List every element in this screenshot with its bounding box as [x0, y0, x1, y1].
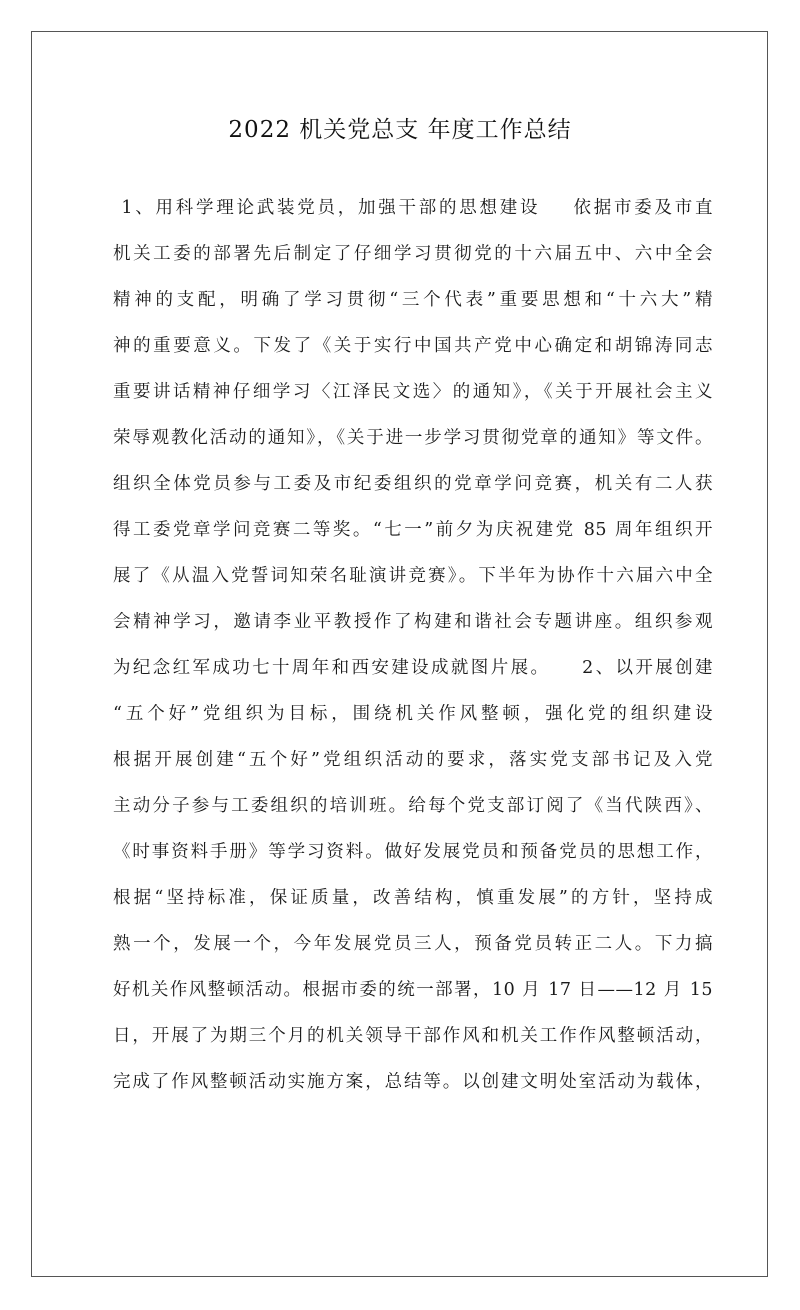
body-line: 机关工委的部署先后制定了仔细学习贯彻党的十六届五中、六中全会	[113, 244, 713, 264]
body-line: 精神的支配，明确了学习贯彻“三个代表”重要思想和“十六大”精	[113, 290, 713, 310]
body-line: 1、用科学理论武装党员，加强干部的思想建设 依据市委及市直	[113, 198, 713, 218]
body-line: 重要讲话精神仔细学习〈江泽民文选〉的通知》，《关于开展社会主义	[113, 382, 713, 402]
body-line: 组织全体党员参与工委及市纪委组织的党章学问竞赛，机关有二人获	[113, 474, 713, 494]
document-title: 2022 机关党总支 年度工作总结	[228, 117, 572, 143]
body-line: 《时事资料手册》等学习资料。做好发展党员和预备党员的思想工作，	[113, 842, 713, 862]
body-line: 日，开展了为期三个月的机关领导干部作风和机关工作作风整顿活动，	[113, 1026, 713, 1046]
body-line: 荣辱观教化活动的通知》，《关于进一步学习贯彻党章的通知》等文件。	[113, 428, 713, 448]
document-body	[113, 185, 713, 1105]
body-line: 会精神学习，邀请李业平教授作了构建和谐社会专题讲座。组织参观	[113, 612, 713, 632]
body-line: 得工委党章学问竞赛二等奖。“七一”前夕为庆祝建党 85 周年组织开	[113, 520, 713, 540]
body-line: 为纪念红军成功七十周年和西安建设成就图片展。 2、以开展创建	[113, 658, 713, 678]
body-line: 展了《从温入党誓词知荣名耻演讲竞赛》。下半年为协作十六届六中全	[113, 566, 713, 586]
body-line: 熟一个，发展一个，今年发展党员三人，预备党员转正二人。下力搞	[113, 934, 713, 954]
body-line: 根据“坚持标准，保证质量，改善结构，慎重发展”的方针，坚持成	[113, 888, 713, 908]
body-line: 根据开展创建“五个好”党组织活动的要求，落实党支部书记及入党	[113, 750, 713, 770]
body-line: 主动分子参与工委组织的培训班。给每个党支部订阅了《当代陕西》、	[113, 796, 713, 816]
body-line: “五个好”党组织为目标，围绕机关作风整顿，强化党的组织建设	[113, 704, 713, 724]
body-line: 完成了作风整顿活动实施方案，总结等。以创建文明处室活动为载体，	[113, 1072, 713, 1092]
body-line: 神的重要意义。下发了《关于实行中国共产党中心确定和胡锦涛同志	[113, 336, 713, 356]
body-line: 好机关作风整顿活动。根据市委的统一部署，10 月 17 日——12 月 15	[113, 980, 713, 1000]
